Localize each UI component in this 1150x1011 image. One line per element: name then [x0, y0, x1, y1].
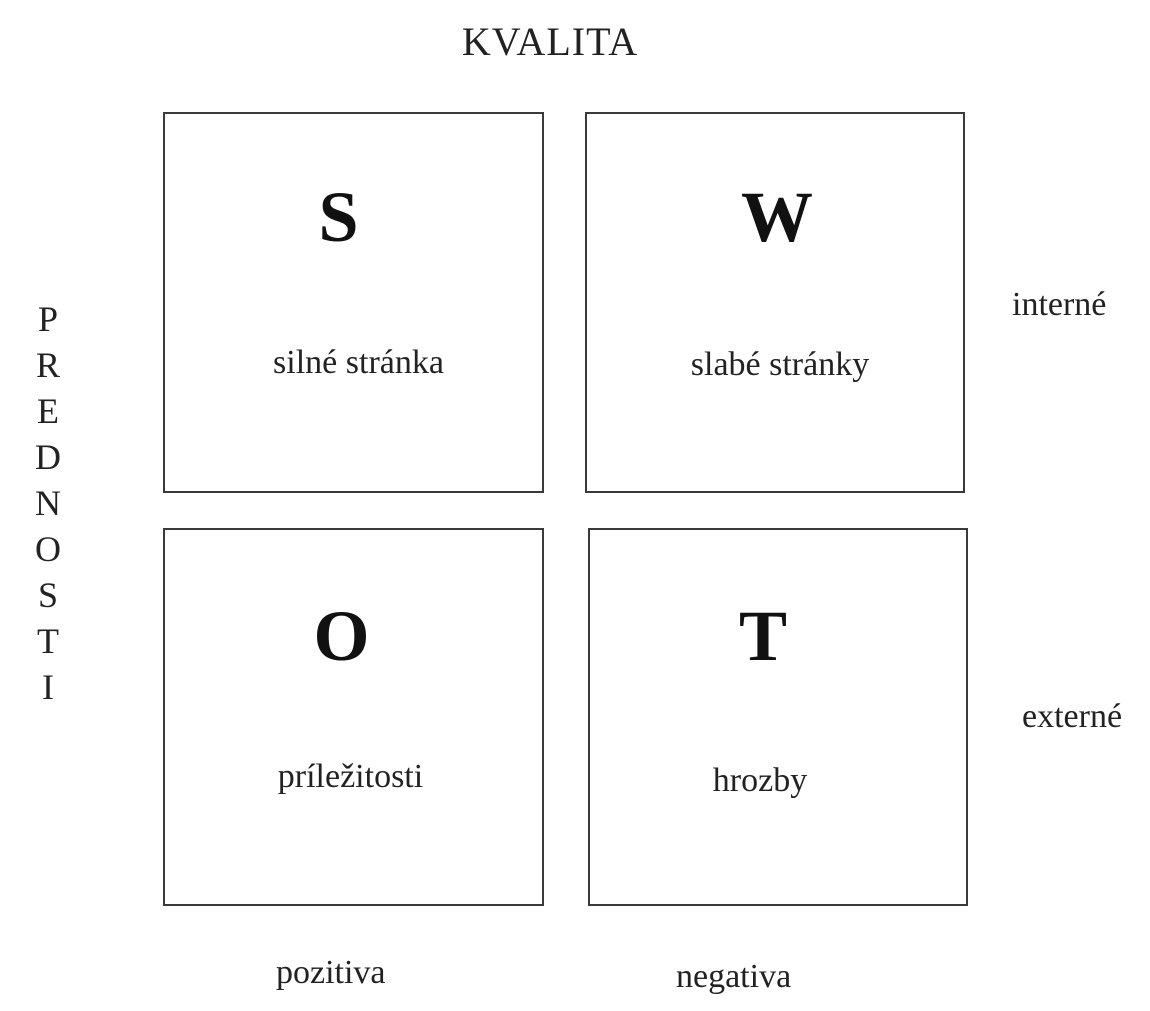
quadrant-description: silné stránka [273, 344, 444, 381]
quadrant-description: hrozby [712, 762, 808, 799]
left-axis-letter: P [37, 299, 59, 339]
bottom-label-negative: negativa [676, 958, 792, 995]
right-label-external: externé [1022, 698, 1123, 735]
left-axis-letter: O [35, 529, 61, 569]
left-axis-letter: R [35, 345, 60, 385]
left-axis-label [26, 296, 70, 710]
quadrant-letter: W [741, 177, 813, 257]
quadrant-opportunities [163, 528, 544, 906]
bottom-label-positive: pozitiva [276, 954, 386, 991]
quadrant-weaknesses [585, 112, 965, 493]
quadrant-description: príležitosti [277, 758, 424, 795]
left-axis-letter: S [37, 575, 59, 615]
left-axis-letter: N [35, 483, 61, 523]
quadrant-letter: T [738, 596, 788, 676]
left-axis-letter: I [42, 667, 54, 707]
left-axis-letter: E [37, 391, 59, 431]
quadrant-letter: S [318, 177, 359, 257]
quadrant-description: slabé stránky [690, 346, 870, 383]
right-label-internal: interné [1012, 286, 1107, 323]
top-axis-label: KVALITA [461, 19, 639, 64]
quadrant-strengths [163, 112, 544, 493]
quadrant-letter: O [313, 596, 370, 676]
left-axis-letter: D [35, 437, 61, 477]
left-axis-letter: T [37, 621, 59, 661]
quadrant-threats [588, 528, 968, 906]
